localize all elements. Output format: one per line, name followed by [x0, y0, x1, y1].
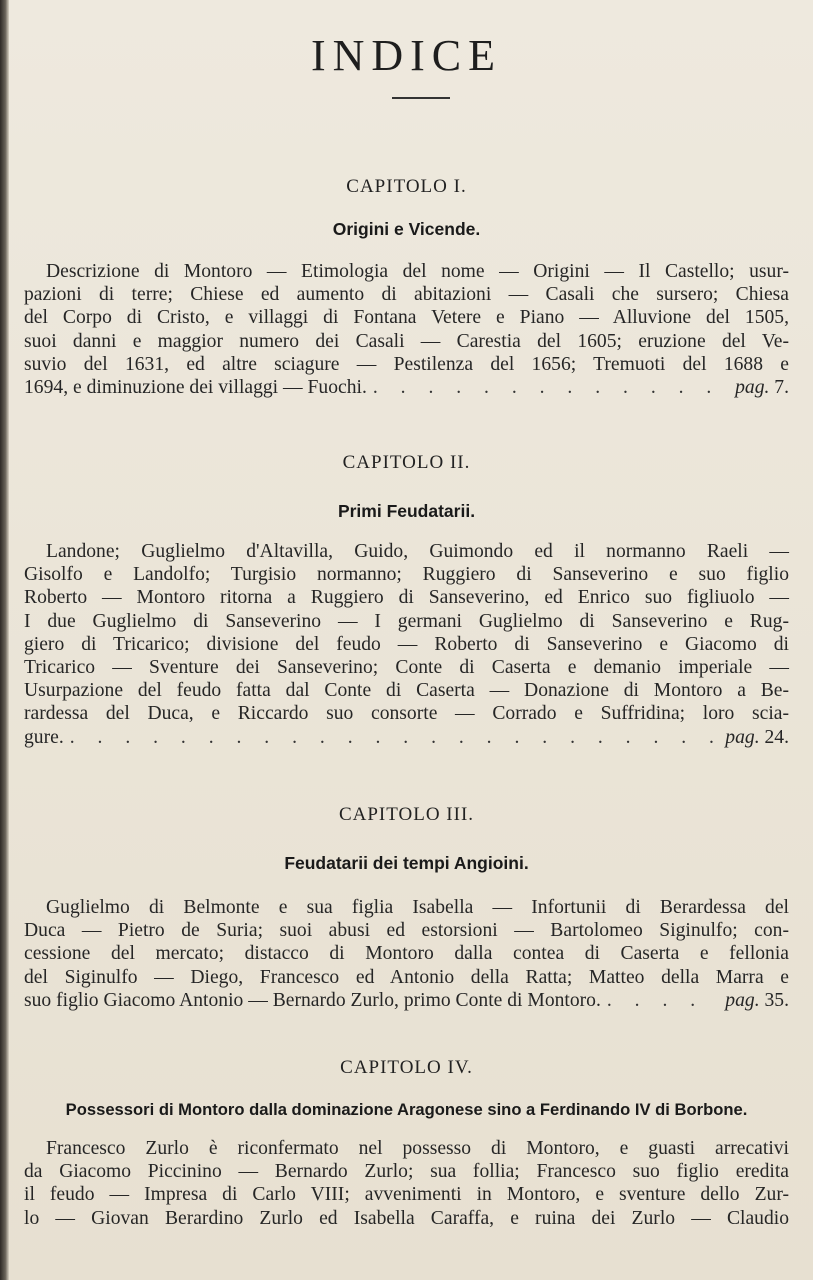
chapter-1-label: CAPITOLO I.	[346, 176, 467, 197]
dot-leader	[373, 376, 729, 399]
summary-line: Tricarico — Sventure dei Sanseverino; Conte di Caserta e demanio imperiale —	[24, 657, 789, 679]
summary-line: Usurpazione del feudo fatta dal Conte di Caserta — Donazione di Montoro a Be-	[24, 680, 789, 702]
page-title: INDICE	[310, 31, 503, 80]
summary-line: il feudo — Impresa di Carlo VIII; avvenimenti in Montoro, e sventure dello Zur-	[24, 1184, 789, 1206]
summary-line: Gisolfo e Landolfo; Turgisio normanno; Ruggiero di Sanseverino e suo figlio	[24, 564, 789, 586]
chapter-3-heading: Feudatarii dei tempi Angioini.	[284, 853, 529, 873]
chapter-4-summary	[24, 1137, 789, 1230]
chapter-1-heading: Origini e Vicende.	[332, 219, 481, 239]
page-number: 24.	[764, 726, 789, 748]
summary-line: lo — Giovan Berardino Zurlo ed Isabella Caraffa, e ruina dei Zurlo — Claudio	[24, 1207, 789, 1229]
chapter-3-label: CAPITOLO III.	[338, 804, 475, 825]
summary-line: Francesco Zurlo è riconfermato nel possesso di Montoro, e guasti arrecativi	[46, 1138, 789, 1159]
summary-last-line	[24, 376, 789, 399]
summary-line: I due Guglielmo di Sanseverino — I germani Guglielmo di Sanseverino e Rug-	[24, 610, 789, 632]
dot-leader	[70, 726, 720, 749]
chapter-2-summary	[24, 540, 789, 749]
summary-last-line	[24, 726, 789, 749]
summary-line: suoi danni e maggior numero dei Casali — Carestia del 1605; eruzione del Ve-	[24, 330, 789, 352]
page-reference	[725, 989, 789, 1012]
summary-line: Guglielmo di Belmonte e sua figlia Isabella — Infortunii di Berardessa del	[46, 897, 789, 918]
summary-line: rardessa del Duca, e Riccardo suo consorte — Corrado e Suffridina; loro scia-	[24, 703, 789, 725]
summary-line: suo figlio Giacomo Antonio — Bernardo Zurlo, primo Conte di Montoro.	[24, 989, 601, 1011]
summary-line: cessione del mercato; distacco di Montoro dalla contea di Caserta e fellonia	[24, 943, 789, 965]
summary-line: Duca — Pietro de Suria; suoi abusi ed estorsioni — Bartolomeo Siginulfo; con-	[24, 920, 789, 942]
page-label: pag.	[725, 989, 760, 1011]
summary-line: Landone; Guglielmo d'Altavilla, Guido, Guimondo ed il normanno Raeli —	[46, 541, 789, 562]
page-label: pag.	[725, 726, 760, 748]
page-number: 7.	[774, 377, 789, 399]
chapter-1-summary	[24, 260, 789, 399]
summary-last-line	[24, 989, 789, 1012]
summary-line: del Siginulfo — Diego, Francesco ed Antonio della Ratta; Matteo della Marra e	[24, 966, 789, 988]
dot-leader	[607, 989, 719, 1012]
summary-line: 1694, e diminuzione dei villaggi — Fuochi.	[24, 377, 367, 399]
page-reference	[735, 376, 789, 399]
summary-line: gure.	[24, 726, 64, 748]
chapter-3-summary	[24, 896, 789, 1012]
summary-line: giero di Tricarico; divisione del feudo — Roberto di Sanseverino e Giacomo di	[24, 633, 789, 655]
page-number: 35.	[764, 989, 789, 1011]
chapter-2-label: CAPITOLO II.	[342, 452, 471, 473]
chapter-2-heading: Primi Feudatarii.	[337, 501, 476, 521]
page-reference	[725, 726, 789, 749]
summary-line: pazioni di terre; Chiese ed aumento di abitazioni — Casali che sursero; Chiesa	[24, 284, 789, 306]
page-label: pag.	[735, 377, 770, 399]
summary-line: del Corpo di Cristo, e villaggi di Fontana Vetere e Piano — Alluvione del 1505,	[24, 307, 789, 329]
chapter-4-label: CAPITOLO IV.	[340, 1057, 473, 1078]
summary-line: suvio del 1631, ed altre sciagure — Pestilenza del 1656; Tremuoti del 1688 e	[24, 353, 789, 375]
summary-line: Roberto — Montoro ritorna a Ruggiero di Sanseverino, ed Enrico suo figliuolo —	[24, 587, 789, 609]
summary-line: Descrizione di Montoro — Etimologia del nome — Origini — Il Castello; usur-	[46, 261, 789, 282]
summary-line: da Giacomo Piccinino — Bernardo Zurlo; sua follia; Francesco suo figlio eredita	[24, 1161, 789, 1183]
chapter-4-heading: Possessori di Montoro dalla dominazione Aragonese sino a Ferdinando IV di Borbone.	[65, 1100, 748, 1119]
title-underline	[392, 97, 450, 99]
